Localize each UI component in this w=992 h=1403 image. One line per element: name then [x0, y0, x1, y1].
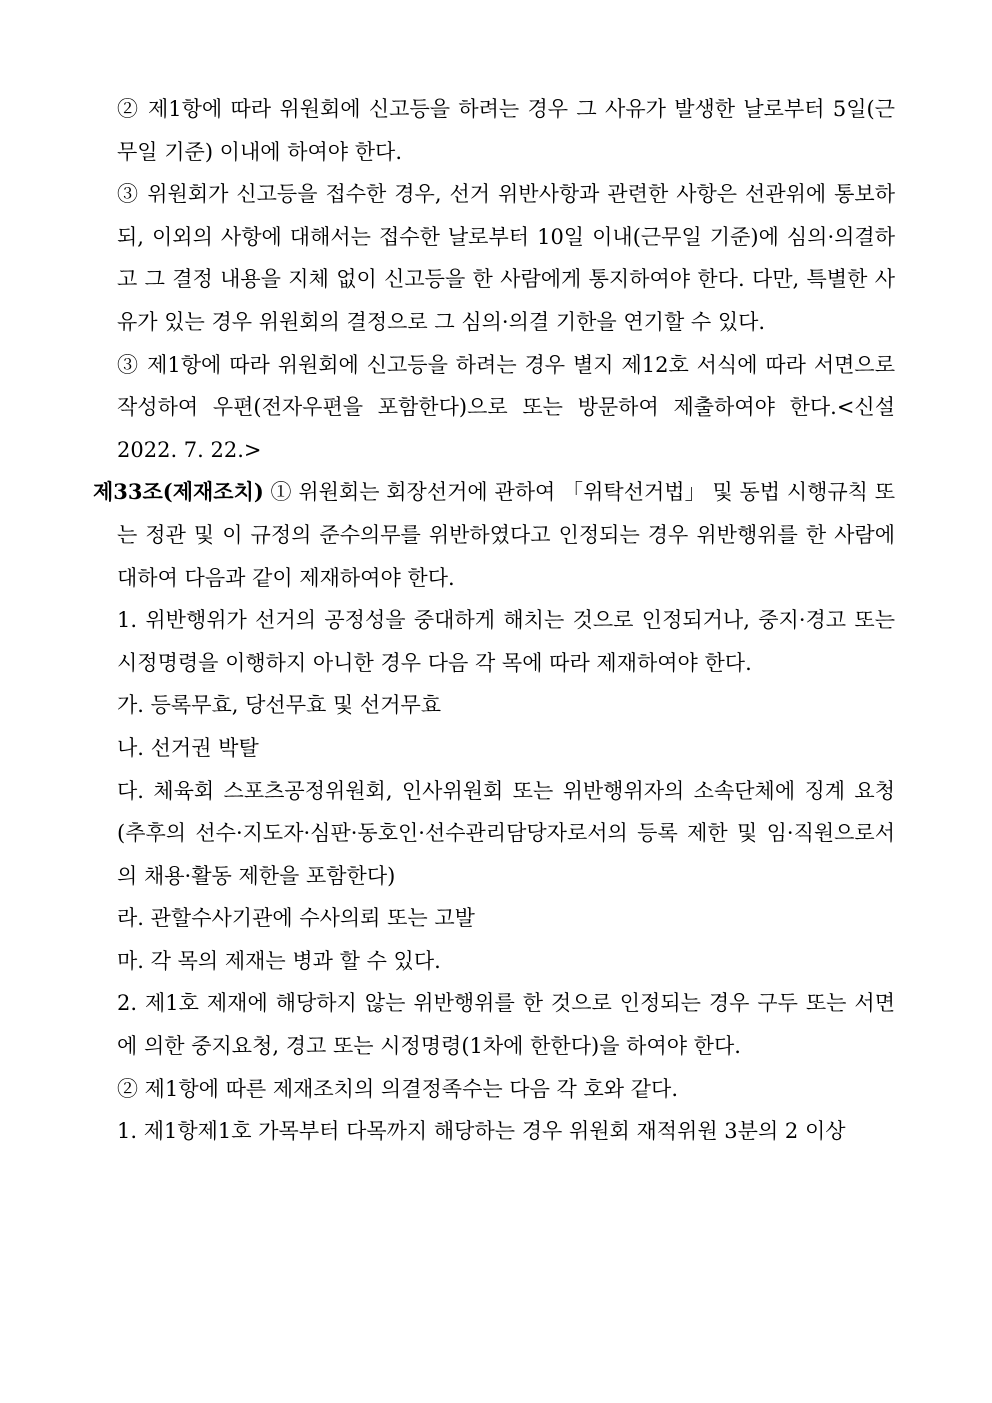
- subitem-ga: 가. 등록무효, 당선무효 및 선거무효: [117, 693, 442, 718]
- paragraph-3-report-form: ③ 제1항에 따라 위원회에 신고등을 하려는 경우 별지 제12호 서식에 따라 서면으로 작성하여 우편(전자우편을 포함한다)으로 또는 방문하여 제출하여야 한다.<신설 2022. 7. 22.>: [117, 352, 895, 462]
- document-body: [0, 88, 992, 1153]
- item-2-minor-violation: 2. 제1호 제재에 해당하지 않는 위반행위를 한 것으로 인정되는 경우 구두 또는 서면에 의한 중지요청, 경고 또는 시정명령(1차에 한한다)을 하여야 한다.: [117, 991, 895, 1059]
- subitem-na: 나. 선거권 박탈: [117, 735, 259, 760]
- paragraph-2-report-deadline: ② 제1항에 따라 위원회에 신고등을 하려는 경우 그 사유가 발생한 날로부터 5일(근무일 기준) 이내에 하여야 한다.: [117, 97, 895, 164]
- subitem-ma: 마. 각 목의 제재는 병과 할 수 있다.: [117, 948, 441, 973]
- article-33: [0, 471, 992, 599]
- paragraph-3-report-handling: ③ 위원회가 신고등을 접수한 경우, 선거 위반사항과 관련한 사항은 선관위에 통보하되, 이외의 사항에 대해서는 접수한 날로부터 10일 이내(근무일 기준)에 심의·의결하고 그 결정 내용을 지체 없이 신고등을 한 사람에게 통지하여야 한다. 다만, 특별한 사유가 있는 경우 위원회의 결정으로 그 심의·의결 기한을 연기할 수 있다.: [117, 182, 895, 334]
- item-1-serious-violation: 1. 위반행위가 선거의 공정성을 중대하게 해치는 것으로 인정되거나, 중지·경고 또는 시정명령을 이행하지 아니한 경우 다음 각 목에 따라 제재하여야 한다.: [117, 608, 895, 675]
- subitem-ra: 라. 관할수사기관에 수사의뢰 또는 고발: [117, 906, 475, 931]
- article-33-title: 제33조(제재조치): [93, 479, 264, 505]
- paragraph-2-quorum: ② 제1항에 따른 제재조치의 의결정족수는 다음 각 호와 같다.: [117, 1076, 679, 1101]
- quorum-item-1: 1. 제1항제1호 가목부터 다목까지 해당하는 경우 위원회 재적위원 3분의 2 이상: [117, 1119, 846, 1144]
- article-33-text: ① 위원회는 회장선거에 관하여 「위탁선거법」 및 동법 시행규칙 또는 정관 및 이 규정의 준수의무를 위반하였다고 인정되는 경우 위반행위를 한 사람에 대하여 다음과 같이 제재하여야 한다.: [117, 480, 895, 590]
- subitem-da: 다. 체육회 스포츠공정위원회, 인사위원회 또는 위반행위자의 소속단체에 징계 요청(추후의 선수·지도자·심판·동호인·선수관리담당자로서의 등록 제한 및 임·직원으로서의 채용·활동 제한을 포함한다): [117, 778, 895, 888]
